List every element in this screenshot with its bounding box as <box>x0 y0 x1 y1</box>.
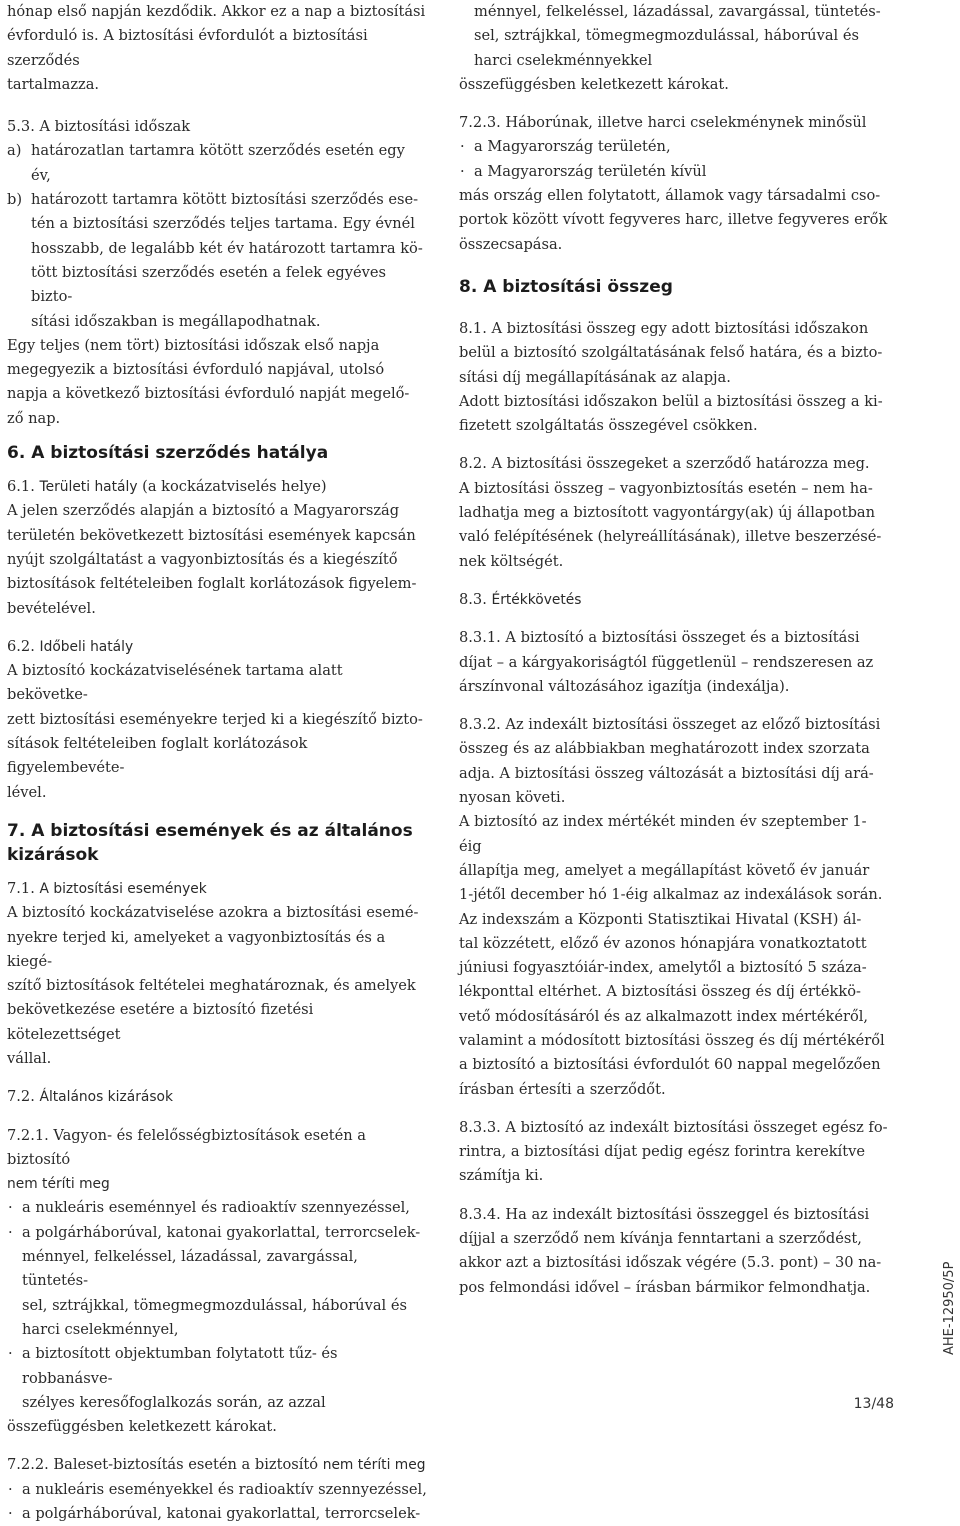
continuation-tail: összefüggésben keletkezett károkat. <box>459 75 729 93</box>
section-7-2-1-text: 7.2.1. Vagyon- és felelősségbiztosítások esetén a biztosító <box>7 1126 366 1168</box>
section-8-3-1-text: 8.3.1. A biztosító a biztosítási összeget és a biztosítási díjat – a kárgyakoriságtól függetlenül – rendszeresen az árszínvonal változásához igazítja (indexálja). <box>459 629 874 695</box>
section-5-3-title: 5.3. A biztosítási időszak <box>7 118 191 136</box>
page-number: 13/48 <box>853 1396 894 1412</box>
section-8-3-title: 8.3. Értékkövetés <box>459 590 582 608</box>
section-7-1-text: A biztosító kockázatviselése azokra a biztosítási esemé- nyekre terjed ki, amelyeket a vagyonbiztosítás és a kiegé- szítő biztosítások feltételei meghatároznak, és amelyek bekövetkezése esetére a biztosító fizetési kötelezettséget vállal. <box>7 904 419 1067</box>
intro-paragraph: hónap első napján kezdődik. Akkor ez a nap a biztosítási évforduló is. A biztosítási évfordulót a biztosítási szerződés tartalmazza. <box>7 3 426 93</box>
section-6-1-text: A jelen szerződés alapján a biztosító a Magyarország területén bekövetkezett biztosítási események kapcsán nyújt szolgáltatást a vagyonbiztosítás és a kiegészítő biztosítások feltételeiben foglalt korlátozások figyelem- bevételével. <box>7 502 417 617</box>
section-7-2-title: 7.2. Általános kizárások <box>7 1088 173 1106</box>
section-8-heading: 8. A biztosítási összeg <box>459 276 673 297</box>
list-item: · a nukleáris eseményekkel és radioaktív szennyezéssel, <box>7 1478 427 1502</box>
list-item: · a biztosított objektumban folytatott tűz- és robbanásve- szélyes keresőfoglalkozás során, az azzal <box>7 1342 427 1415</box>
section-7-2-1-list <box>7 1196 427 1415</box>
section-7-2-3-tail: más ország ellen folytatott, államok vagy társadalmi cso- portok között vívott fegyveres harc, illetve fegyveres erők összecsapása. <box>459 187 888 253</box>
continuation-block <box>459 0 889 73</box>
list-item: · a Magyarország területén kívül <box>459 160 889 184</box>
left-column <box>7 0 427 1526</box>
list-item: · a Magyarország területén, <box>459 135 889 159</box>
section-7-2-1-tail: összefüggésben keletkezett károkat. <box>7 1418 277 1436</box>
document-code: AHE-12950/5P <box>942 1261 957 1355</box>
section-7-2-3-text: 7.2.3. Háborúnak, illetve harci cselekménynek minősül <box>459 114 867 132</box>
list-item: b) határozott tartamra kötött biztosítási szerződés ese- tén a biztosítási szerződés teljes tartama. Egy évnél hosszabb, de legalább két év határozott tartamra kö- tött biztosítási szerződés esetén a felek egyéves bizto- sítási időszakban is megállapodhatnak. <box>7 191 423 330</box>
section-6-2-title: 6.2. Időbeli hatály <box>7 637 134 655</box>
section-8-2-text: 8.2. A biztosítási összegeket a szerződő határozza meg. A biztosítási összeg – vagyonbiztosítás esetén – nem ha- ladhatja meg a biztosított vagyontárgy(ak) új állapotban való felépítésének (helyreállításának), illetve beszerzésé- nek költségét. <box>459 455 882 570</box>
section-8-3-4-text: 8.3.4. Ha az indexált biztosítási összeggel és biztosítási díjjal a szerződő nem kívánja fenntartani a szerződést, akkor azt a biztosítási időszak végére (5.3. pont) – 30 na- pos felmondási idővel – írásban bármikor felmondhatja. <box>459 1205 882 1296</box>
section-6-2-text: A biztosító kockázatviselésének tartama alatt bekövetke- zett biztosítási eseményekre terjed ki a kiegészítő bizto- sítások feltételeiben foglalt korlátozások figyelembevéte- lével. <box>7 662 423 801</box>
list-item: · a polgárháborúval, katonai gyakorlattal, terrorcselek- <box>7 1502 427 1526</box>
section-6-heading: 6. A biztosítási szerződés hatálya <box>7 443 329 464</box>
list-item: a) határozatlan tartamra kötött szerződés esetén egy év, <box>7 142 405 184</box>
section-7-2-1-emphasis: nem téríti meg <box>7 1176 110 1193</box>
continuation-text: ménnyel, felkeléssel, lázadással, zavargással, tüntetés- sel, sztrájkkal, tömegmegmozdulással, háborúval és harci cselekménnyekkel <box>474 3 881 69</box>
section-7-2-3-list <box>459 135 889 184</box>
list-item: · a polgárháborúval, katonai gyakorlattal, terrorcselek- ménnyel, felkeléssel, lázadással, zavargással, tüntetés- sel, sztrájkkal, tömegmegmozdulással, háborúval és harci cselekménnyel, <box>7 1221 427 1342</box>
section-5-3-list <box>7 139 427 333</box>
section-7-heading: 7. A biztosítási események és az általános kizárások <box>7 820 413 865</box>
section-8-3-2-text: 8.3.2. Az indexált biztosítási összeget az előző biztosítási összeg és az alábbiakban meghatározott index szorzata adja. A biztosítási összeg változását a biztosítási díj ará- nyosan követi. A biztosító az index mértékét minden év szeptember 1-éig állapítja meg, amelyet a megállapítást követő év január 1-jétől december hó 1-éig alkalmaz az indexálások során. Az indexszám a Központi Statisztikai Hivatal (KSH) ál- tal közzétett, előző év azonos hónapjára vonatkoztatott júniusi fogyasztóiár-index, amelytől a biztosító 5 száza- lékponttal eltérhet. A biztosítási összeg és díj értékkö- vető módosításáról és az alkalmazott index mértékéről, valamint a módosított biztosítási összeg és díj mértékéről a biztosító a biztosítási évfordulót 60 nappal megelőzően írásban értesíti a szerződőt. <box>459 716 885 1098</box>
right-column <box>459 0 889 1300</box>
section-8-3-3-text: 8.3.3. A biztosító az indexált biztosítási összeget egész fo- rintra, a biztosítási díjat pedig egész forintra kerekítve számítja ki. <box>459 1118 888 1185</box>
section-6-1-title: 6.1. Területi hatály (a kockázatviselés helye) <box>7 478 327 496</box>
section-7-2-2-text: 7.2.2. Baleset-biztosítás esetén a biztosító nem téríti meg <box>7 1456 426 1474</box>
section-5-3-paragraph: Egy teljes (nem tört) biztosítási időszak első napja megegyezik a biztosítási évforduló napjával, utolsó napja a következő biztosítási évforduló napját megelő- ző nap. <box>7 336 410 427</box>
list-item: · a nukleáris eseménnyel és radioaktív szennyezéssel, <box>7 1196 427 1220</box>
section-7-2-2-list <box>7 1478 427 1526</box>
section-7-1-title: 7.1. A biztosítási események <box>7 879 207 897</box>
section-8-1-text: 8.1. A biztosítási összeg egy adott biztosítási időszakon belül a biztosító szolgáltatásának felső határa, és a bizto- sítási díj megállapításának az alapja. Adott biztosítási időszakon belül a biztosítási összeg a ki- fizetett szolgáltatás összegével csökken. <box>459 319 883 435</box>
